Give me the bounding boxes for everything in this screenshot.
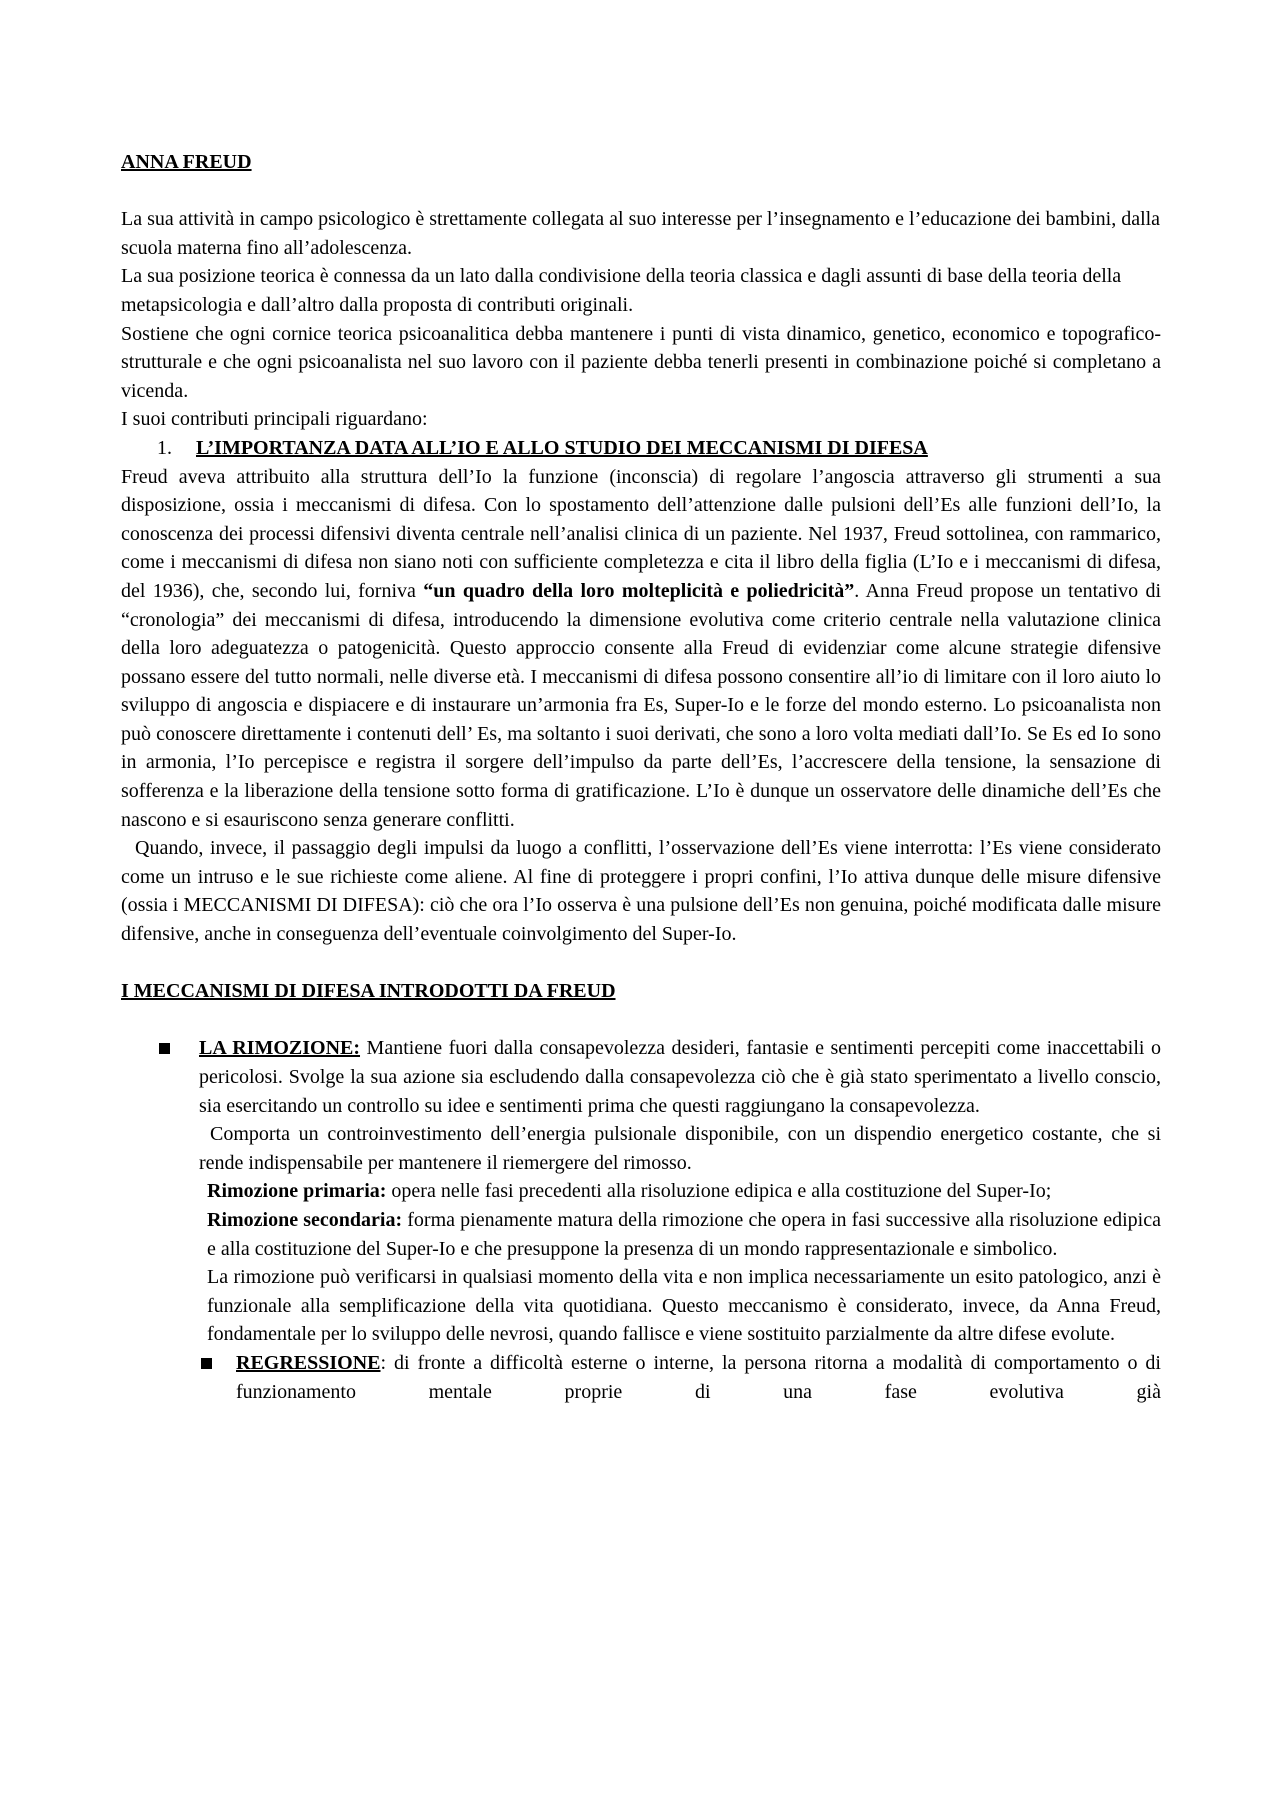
term-rimozione: LA RIMOZIONE: bbox=[199, 1037, 361, 1060]
term-secondaria: Rimozione secondaria: bbox=[207, 1208, 403, 1231]
intro-paragraph-3: Sostiene che ogni cornice teorica psicoanalitica debba mantenere i punti di vista dinamico, genetico, economico e topografico-strutturale e che ogni psicoanalista nel suo lavoro con il paziente debba tenerli presenti in combinazione poiché si completano a vicenda. bbox=[121, 322, 1161, 402]
term-regressione: REGRESSIONE bbox=[236, 1351, 381, 1374]
bullet-item-rimozione bbox=[121, 1034, 1161, 1177]
rimozione-primaria: Rimozione primaria: opera nelle fasi precedenti alla risoluzione edipica e alla costituzione del Super-Io; bbox=[207, 1180, 1052, 1203]
rimozione-secondaria: Rimozione secondaria: forma pienamente matura della rimozione che opera in fasi successive alla risoluzione edipica e alla costituzione del Super-Io e che presuppone la presenza di un mondo rappresentazionale e simbolico. bbox=[207, 1208, 1161, 1260]
numbered-heading-1 bbox=[121, 434, 1161, 463]
rimozione-subsection bbox=[121, 1177, 1161, 1349]
rimozione-final: La rimozione può verificarsi in qualsiasi momento della vita e non implica necessariamente un esito patologico, anzi è funzionale alla semplificazione della vita quotidiana. Questo meccanismo è considerato, invece, da Anna Freud, fondamentale per lo sviluppo delle nevrosi, quando fallisce e viene sostituito parzialmente da altre difese evolute. bbox=[207, 1266, 1161, 1346]
rimozione-text: LA RIMOZIONE: Mantiene fuori dalla consapevolezza desideri, fantasie e sentimenti percepiti come inaccettabili o pericolosi. Svolge la sua azione sia escludendo dalla consapevolezza ciò che è già stato sperimentato a livello conscio, sia esercitando un controllo su idee e sentimenti prima che questi raggiungano la consapevolezza. bbox=[199, 1037, 1161, 1117]
regressione-text: REGRESSIONE: di fronte a difficoltà esterne o interne, la persona ritorna a modalità di comportamento o di funzionamento mentale proprie di una fase evolutiva già bbox=[236, 1351, 1161, 1403]
intro-paragraph-1: La sua attività in campo psicologico è strettamente collegata al suo interesse per l’insegnamento e l’educazione dei bambini, dalla scuola materna fino all’adolescenza. bbox=[121, 208, 1161, 259]
rimozione-continuation: Comporta un controinvestimento dell’energia pulsionale disponibile, con un dispendio energetico costante, che si rende indispensabile per mantenere il riemergere del rimosso. bbox=[199, 1123, 1161, 1174]
intro-paragraph-2: La sua posizione teorica è connessa da un lato dalla condivisione della teoria classica e dagli assunti di base della teoria della metapsicologia e dall’altro dalla proposta di contributi originali. bbox=[121, 265, 1122, 316]
section-title-meccanismi: I MECCANISMI DI DIFESA INTRODOTTI DA FREUD bbox=[121, 980, 616, 1003]
list-number: 1. bbox=[157, 436, 172, 459]
body-paragraph-2: Quando, invece, il passaggio degli impulsi da luogo a conflitti, l’osservazione dell’Es viene interrotta: l’Es viene considerato come un intruso e le sue richieste come aliene. Al fine di proteggere i propri confini, l’Io attiva dunque delle misure difensive (ossia i MECCANISMI DI DIFESA): ciò che ora l’Io osserva è una pulsione dell’Es non genuina, poiché modificata dalle misure difensive, anche in conseguenza dell’eventuale coinvolgimento del Super-Io. bbox=[121, 837, 1161, 946]
bullet-item-regressione bbox=[121, 1349, 1161, 1406]
intro-paragraph-4: I suoi contributi principali riguardano: bbox=[121, 408, 428, 431]
square-bullet-icon bbox=[159, 1043, 170, 1054]
section-heading-io: L’IMPORTANZA DATA ALL’IO E ALLO STUDIO DEI MECCANISMI DI DIFESA bbox=[196, 436, 928, 459]
square-bullet-icon bbox=[201, 1358, 212, 1369]
term-primaria: Rimozione primaria: bbox=[207, 1180, 387, 1203]
page-title: ANNA FREUD bbox=[121, 151, 252, 173]
body-paragraph-1: Freud aveva attribuito alla struttura dell’Io la funzione (inconscia) di regolare l’angoscia attraverso gli strumenti a sua disposizione, ossia i meccanismi di difesa. Con lo spostamento dell’attenzione dalle pulsioni dell’Es alle funzioni dell’Io, la conoscenza dei processi difensivi diventa centrale nell’analisi clinica di un paziente. Nel 1937, Freud sottolinea, con rammarico, come i meccanismi di difesa non siano noti con sufficiente completezza e cita il libro della figlia (L’Io e i meccanismi di difesa, del 1936), che, secondo lui, forniva “un quadro della loro molteplicità e poliedricità”. Anna Freud propose un tentativo di “cronologia” dei meccanismi di difesa, introducendo la dimensione evolutiva come criterio centrale nella valutazione clinica della loro adeguatezza o patogenicità. Questo approccio consente alla Freud di evidenziar come alcune strategie difensive possano essere del tutto normali, nelle diverse età. I meccanismi di difesa possono consentire all’io di limitare con il loro aiuto lo sviluppo di angoscia e dispiacere e di instaurare un’armonia fra Es, Super-Io e le forze del mondo esterno. Lo psicoanalista non può conoscere direttamente i contenuti dell’ Es, ma soltanto i suoi derivati, che sono a loro volta mediati dall’Io. Se Es ed Io sono in armonia, l’Io percepisce e registra il sorgere dell’impulso da parte dell’Es, l’accrescere della tensione, la sensazione di sofferenza e la liberazione della tensione sotto forma di gratificazione. L’Io è dunque un osservatore delle dinamiche dell’Es che nascono e si esauriscono senza generare conflitti. bbox=[121, 465, 1162, 831]
document-page bbox=[121, 148, 1161, 1406]
quoted-phrase: “un quadro della loro molteplicità e poliedricità” bbox=[423, 579, 855, 602]
